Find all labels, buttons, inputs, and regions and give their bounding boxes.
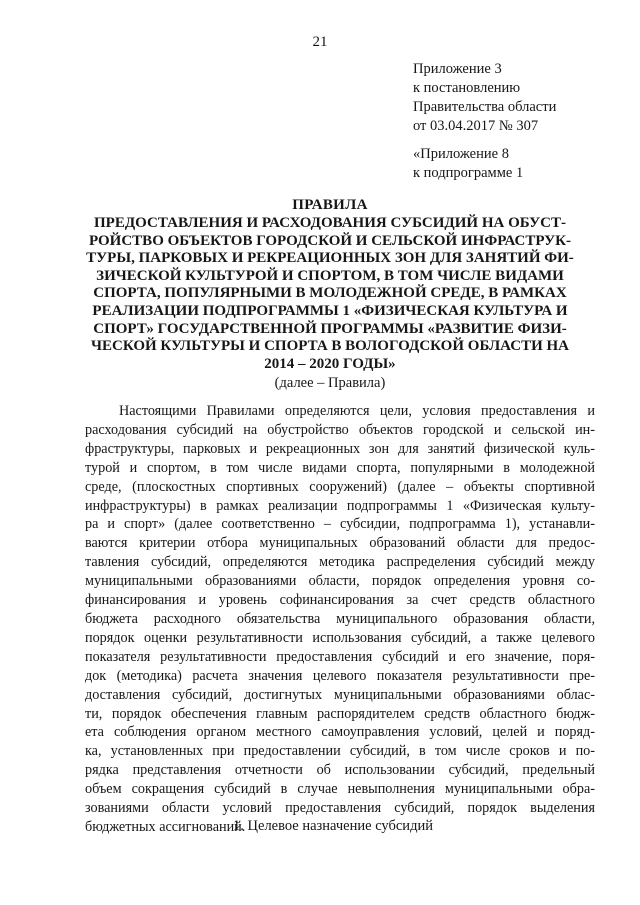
paragraph-line: муниципальными образованиями области, порядок определения уровня со-	[85, 573, 595, 590]
paragraph-line: Настоящими Правилами определяются цели, условия предоставления и	[119, 403, 595, 419]
title-line: ПРЕДОСТАВЛЕНИЯ И РАСХОДОВАНИЯ СУБСИДИЙ НА ОБУСТ-	[94, 215, 566, 231]
appendix-header-line: Приложение 3	[413, 61, 502, 77]
title-line: РЕАЛИЗАЦИИ ПОДПРОГРАММЫ 1 «ФИЗИЧЕСКАЯ КУЛЬТУРА И	[92, 302, 568, 319]
title-heading: ПРАВИЛА	[292, 197, 368, 213]
title-line: ЧЕСКОЙ КУЛЬТУРЫ И СПОРТА В ВОЛОГОДСКОЙ ОБЛАСТИ НА	[90, 338, 569, 355]
paragraph-line: ваются критерии отбора муниципальных образований области для предос-	[85, 535, 595, 552]
paragraph-line: финансирования и уровень софинансирования за счет средств областного	[85, 592, 595, 609]
paragraph-line: док (методика) расчета значения целевого показателя результативности пре-	[85, 667, 595, 684]
appendix-header-line: к постановлению	[413, 80, 521, 96]
appendix-reference	[413, 145, 613, 183]
paragraph-line: рядка представления отчетности об использовании субсидий, предельный	[85, 762, 595, 779]
paragraph-line: ета соблюдения органом местного самоуправления условий, целей и поряд-	[85, 724, 595, 741]
paragraph-line: тавления субсидий, определяются методика распределения субсидий между	[85, 554, 595, 571]
paragraph-line: ка, установленных при предоставлении субсидий, в том числе сроков и по-	[85, 743, 595, 760]
appendix-reference-line: к подпрограмме 1	[413, 165, 524, 181]
title-line: ЗИЧЕСКОЙ КУЛЬТУРОЙ И СПОРТОМ, В ТОМ ЧИСЛЕ ВИДАМИ	[96, 267, 564, 284]
paragraph-line: расходования субсидий на обустройство объектов городской и сельской ин-	[85, 421, 595, 438]
page-number: 21	[312, 34, 328, 50]
paragraph-line: среде, (плоскостных спортивных сооружений) (далее – объекты спортивной	[85, 478, 595, 495]
paragraph-line: ра и спорт» (далее соответственно – субсидии, подпрограмма 1), устанавли-	[85, 516, 595, 533]
paragraph-line: объем сокращения субсидий в случае невыполнения муниципальными обра-	[85, 781, 595, 798]
title-subtitle: (далее – Правила)	[274, 375, 386, 392]
paragraph-line: ти, порядок обеспечения главным распорядителем средств областного бюдж-	[85, 705, 595, 722]
appendix-header-line: Правительства области	[413, 99, 557, 115]
paragraph-line: турой и спортом, в том числе видами спорта, популярными в молодежной	[85, 459, 595, 476]
paragraph-line: зованиями области условий предоставления субсидий, порядок выделения	[85, 800, 595, 817]
body-paragraph	[85, 402, 595, 837]
section-heading	[0, 818, 640, 835]
paragraph-line: бюджета расходного обязательства муниципального образования области,	[85, 610, 595, 627]
paragraph-line: показателя результативности предоставления субсидий и его значение, поря-	[85, 648, 595, 665]
title-line: СПОРТ» ГОСУДАРСТВЕННОЙ ПРОГРАММЫ «РАЗВИТИЕ ФИЗИ-	[93, 320, 567, 337]
appendix-header-line: от 03.04.2017 № 307	[413, 118, 539, 134]
paragraph-line: порядок оценки результативности использования субсидий, а также целевого	[85, 629, 595, 646]
paragraph-line: инфраструктуры) в рамках реализации подпрограммы 1 «Физическая культу-	[85, 497, 595, 514]
title-line: 2014 – 2020 ГОДЫ»	[264, 355, 396, 372]
paragraph-line: бюджетных ассигнований.	[85, 818, 246, 835]
paragraph-line: доставления субсидий, достигнутых муниципальными образованиями облас-	[85, 686, 595, 703]
appendix-reference-line: «Приложение 8	[413, 146, 509, 162]
title-line: ТУРЫ, ПАРКОВЫХ И РЕКРЕАЦИОННЫХ ЗОН ДЛЯ ЗАНЯТИЙ ФИ-	[86, 250, 574, 267]
appendix-header	[413, 60, 613, 136]
title-line: РОЙСТВО ОБЪЕКТОВ ГОРОДСКОЙ И СЕЛЬСКОЙ ИНФРАСТРУК-	[88, 232, 572, 249]
section-heading-text: 1. Целевое назначение субсидий	[233, 818, 433, 834]
paragraph-line: фраструктуры, парковых и рекреационных зон для занятий физической куль-	[85, 440, 595, 457]
title-line: СПОРТА, ПОПУЛЯРНЫМИ В МОЛОДЕЖНОЙ СРЕДЕ, В РАМКАХ	[93, 285, 567, 302]
document-title	[60, 196, 600, 393]
